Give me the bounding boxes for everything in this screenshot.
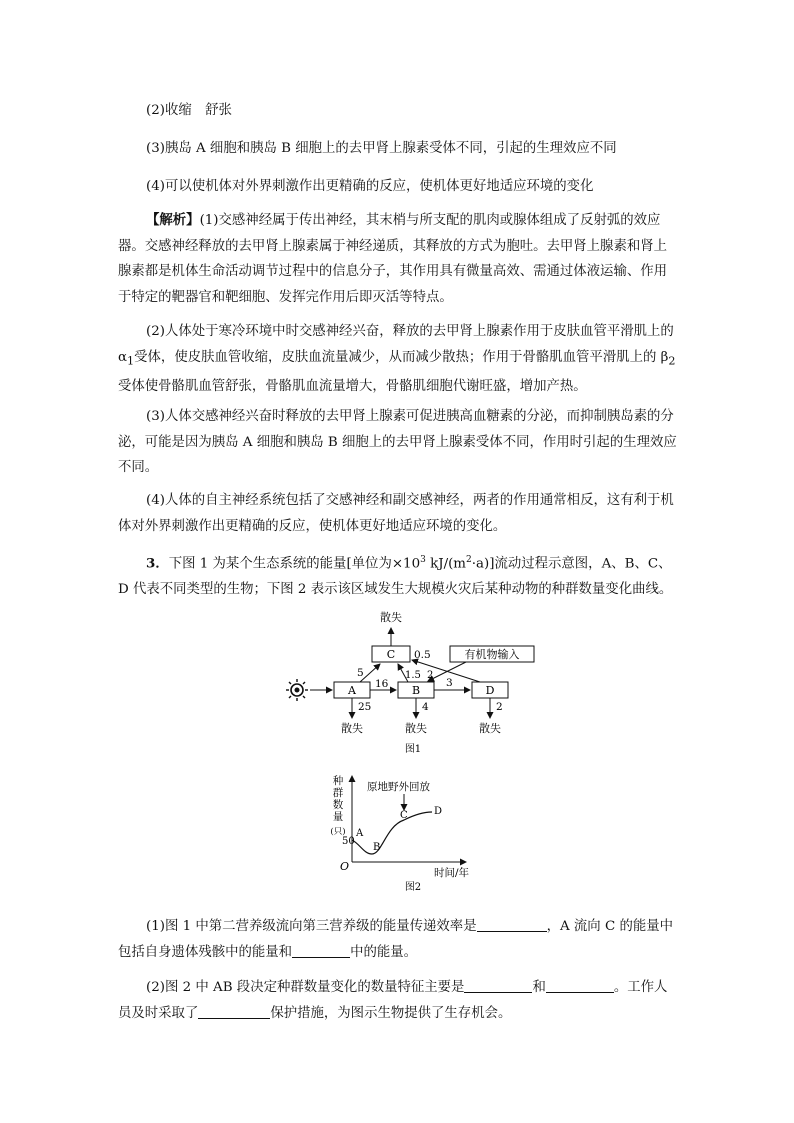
svg-text:25: 25 <box>358 701 372 713</box>
y-tick-50: 50 <box>342 836 355 847</box>
point-c-label: C <box>400 810 408 821</box>
answer-2: (2)收缩 舒张 <box>146 103 232 118</box>
analysis-paragraph-3: (3)人体交感神经兴奋时释放的去甲肾上腺素可促进胰高血糖素的分泌，而抑制胰岛素的分泌，可能是因为胰岛 A 细胞和胰岛 B 细胞上的去甲肾上腺素受体不同，作用时引起的生理效应不同。 <box>118 409 677 475</box>
answer-blank-2[interactable] <box>292 943 350 958</box>
analysis-label: 【解析】 <box>146 212 200 228</box>
svg-text:2: 2 <box>427 670 434 681</box>
svg-text:0.5: 0.5 <box>414 649 431 661</box>
sun-icon <box>286 679 308 701</box>
svg-text:B: B <box>411 684 421 697</box>
figure-2-population-curve <box>316 772 486 894</box>
answer-blank-1[interactable] <box>477 917 547 932</box>
question-3-part-2: (2)图 2 中 AB 段决定种群数量变化的数量特征主要是 和 。工作人员及时采取了 保护措施，为图示生物提供了生存机会。 <box>118 980 668 1021</box>
svg-text:散失: 散失 <box>380 611 402 624</box>
svg-text:C: C <box>386 648 396 661</box>
svg-text:4: 4 <box>422 701 429 713</box>
svg-text:16: 16 <box>375 678 389 690</box>
question-3-stem: 3．下图 1 为某个生态系统的能量[单位为$\times 10^3$ $kJ/(m^2\cdot a)$]流动过程示意图，A、B、C、D 代表不同类型的生物；下图 2 表示该区域发生大规模火灾后某种动物的种群数量变化曲线。 <box>118 555 673 597</box>
analysis-paragraph-4: (4)人体的自主神经系统包括了交感神经和副交感神经，两者的作用通常相反，这有利于机体对外界刺激作出更精确的反应，使机体更好地适应环境的变化。 <box>118 493 674 534</box>
answer-3: (3)胰岛 A 细胞和胰岛 B 细胞上的去甲肾上腺素受体不同，引起的生理效应不同 <box>146 141 617 156</box>
svg-text:A: A <box>348 684 356 697</box>
svg-text:数: 数 <box>332 799 344 811</box>
y-axis-label <box>330 774 345 837</box>
svg-text:群: 群 <box>332 787 344 799</box>
question-number: 3． <box>146 555 169 572</box>
svg-text:5: 5 <box>357 667 364 679</box>
svg-text:量: 量 <box>332 811 344 823</box>
figure-1-caption: 图1 <box>404 744 422 755</box>
svg-text:1.5: 1.5 <box>405 670 421 681</box>
annotation-release: 原地野外回放 <box>367 781 430 793</box>
analysis-paragraph-1: 【解析】(1)交感神经属于传出神经，其末梢与所支配的肌肉或腺体组成了反射弧的效应器。交感神经释放的去甲肾上腺素属于神经递质，其释放的方式为胞吐。去甲肾上腺素和肾上腺素都是机体生命活动调节过程中的信息分子，其作用具有微量高效、需通过体液运输、作用于特定的靶器官和靶细胞、发挥完作用后即灭活等特点。 <box>118 212 668 305</box>
point-b-label: B <box>373 842 381 853</box>
x-axis-label: 时间/年 <box>434 867 470 879</box>
answer-4: (4)可以使机体对外界刺激作出更精确的反应，使机体更好地适应环境的变化 <box>146 179 594 194</box>
analysis-paragraph-2: (2)人体处于寒冷环境中时交感神经兴奋，释放的去甲肾上腺素作用于皮肤血管平滑肌上的 $\alpha_1$受体，使皮肤血管收缩，皮肤血流量减少，从而减少散热；作用于骨骼肌血管平滑肌上的 $\beta_2$受体使骨骼肌血管舒张，骨骼肌血流量增大，骨骼肌细胞代谢旺盛，增加产热。 <box>118 324 676 394</box>
answer-blank-5[interactable] <box>198 1004 270 1019</box>
svg-text:种: 种 <box>332 775 344 787</box>
question-3-part-1: (1)图 1 中第二营养级流向第三营养级的能量传递效率是 ，A 流向 C 的能量中包括自身遗体残骸中的能量和 中的能量。 <box>118 919 674 960</box>
point-a-label: A <box>356 828 364 839</box>
svg-text:散失: 散失 <box>405 722 427 735</box>
svg-text:(只): (只) <box>330 827 346 837</box>
answer-blank-3[interactable] <box>464 978 532 993</box>
svg-text:散失: 散失 <box>341 722 363 735</box>
svg-text:D: D <box>485 684 495 697</box>
figure-1-energy-flow-diagram <box>280 608 550 758</box>
svg-text:2: 2 <box>496 701 503 713</box>
answer-blank-4[interactable] <box>546 978 614 993</box>
origin-label: O <box>340 860 350 873</box>
population-curve <box>352 812 432 854</box>
svg-text:散失: 散失 <box>479 722 501 735</box>
svg-text:3: 3 <box>446 677 453 689</box>
svg-text:有机物输入: 有机物输入 <box>464 648 520 661</box>
figure-2-caption: 图2 <box>404 882 422 893</box>
point-d-label: D <box>434 806 443 817</box>
